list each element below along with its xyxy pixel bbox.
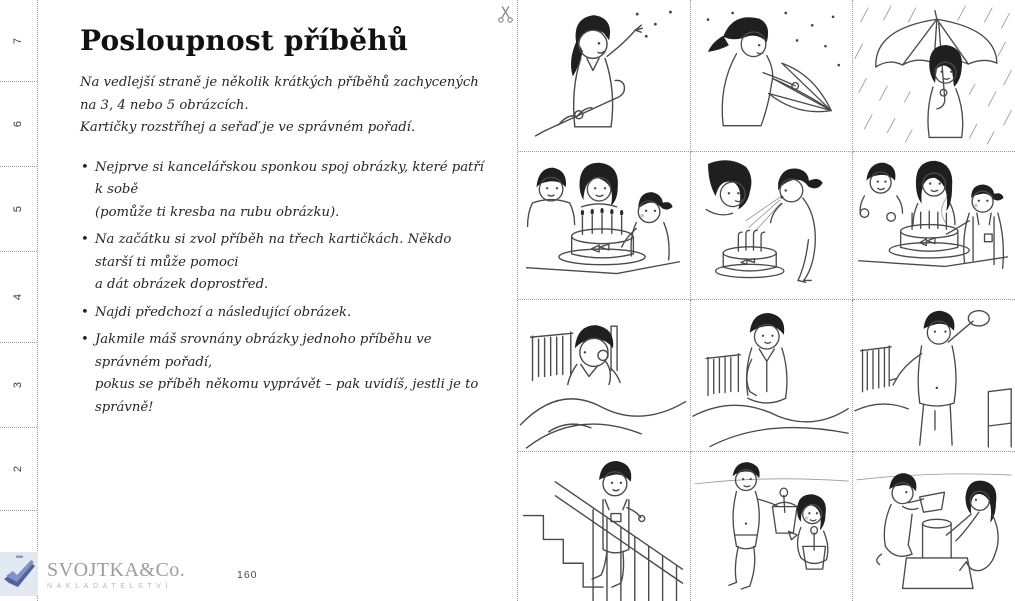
tab-number: 4 bbox=[12, 293, 25, 301]
story-card-boy-on-stairs bbox=[518, 452, 691, 601]
instruction-item bbox=[80, 229, 492, 297]
intro-paragraph bbox=[80, 72, 492, 140]
story-card-girl-checks-rain bbox=[518, 0, 691, 152]
instruction-line: pokus se příběh někomu vyprávět – pak uvidíš, jestli je to správně! bbox=[95, 377, 479, 415]
story-card-boy-undressing bbox=[853, 300, 1015, 452]
tab-number: 6 bbox=[12, 120, 25, 128]
tab-5 bbox=[0, 167, 37, 252]
publisher-subtitle: NAKLADATELSTVÍ bbox=[47, 583, 172, 590]
publisher-name: SVOJTKA&Co. bbox=[47, 559, 186, 581]
story-card-girl-under-umbrella bbox=[853, 0, 1015, 152]
instruction-line: • Na začátku si zvol příběh na třech kartičkách. Někdo starší ti může pomoci bbox=[95, 232, 452, 270]
story-card-boy-sitting-up bbox=[691, 300, 853, 452]
instruction-item bbox=[80, 157, 492, 225]
story-card-girl-opens-umbrella bbox=[691, 0, 853, 152]
publisher-logo-icon bbox=[0, 552, 38, 597]
publisher-logo bbox=[0, 552, 185, 597]
tab-number: 2 bbox=[12, 465, 25, 473]
story-card-sand-castle bbox=[853, 452, 1015, 601]
scissors-icon bbox=[497, 4, 514, 24]
story-card-beach-buckets bbox=[691, 452, 853, 601]
instruction-line: • Nejprve si kancelářskou sponkou spoj obrázky, které patří k sobě bbox=[95, 159, 484, 197]
index-tab-strip bbox=[0, 0, 38, 601]
tab-number: 5 bbox=[12, 205, 25, 213]
instruction-list bbox=[80, 157, 492, 420]
intro-line: Na vedlejší straně je několik krátkých příběhů zachycených na 3, 4 nebo 5 obrázcích. bbox=[80, 75, 479, 113]
instruction-line: a dát obrázek doprostřed. bbox=[95, 277, 269, 292]
tab-number: 7 bbox=[12, 37, 25, 44]
publisher-logo-text bbox=[47, 560, 185, 590]
story-card-blowing-candles bbox=[691, 152, 853, 300]
page-number: 160 bbox=[237, 569, 258, 581]
instructions-page bbox=[80, 24, 492, 424]
instruction-line: • Najdi předchozí a následující obrázek. bbox=[95, 304, 352, 320]
instruction-line: • Jakmile máš srovnány obrázky jednoho příběhu ve správném pořadí, bbox=[95, 332, 432, 370]
tab-3 bbox=[0, 343, 37, 428]
intro-line: Kartičky rozstříhej a seřaď je ve správném pořadí. bbox=[80, 120, 416, 135]
tab-7 bbox=[0, 0, 37, 82]
tab-6 bbox=[0, 82, 37, 167]
instruction-line: (pomůže ti kresba na rubu obrázku). bbox=[95, 204, 340, 220]
tab-4 bbox=[0, 252, 37, 343]
tab-number: 3 bbox=[12, 381, 25, 389]
story-cards-grid bbox=[517, 0, 1015, 601]
instruction-item bbox=[80, 302, 492, 325]
page-title: Posloupnost příběhů bbox=[80, 24, 409, 57]
story-card-cake-lit-candles bbox=[518, 152, 691, 300]
instruction-item bbox=[80, 329, 492, 419]
story-card-boy-rubbing-eyes bbox=[518, 300, 691, 452]
tab-2 bbox=[0, 428, 37, 511]
story-card-candles-smoking bbox=[853, 152, 1015, 300]
